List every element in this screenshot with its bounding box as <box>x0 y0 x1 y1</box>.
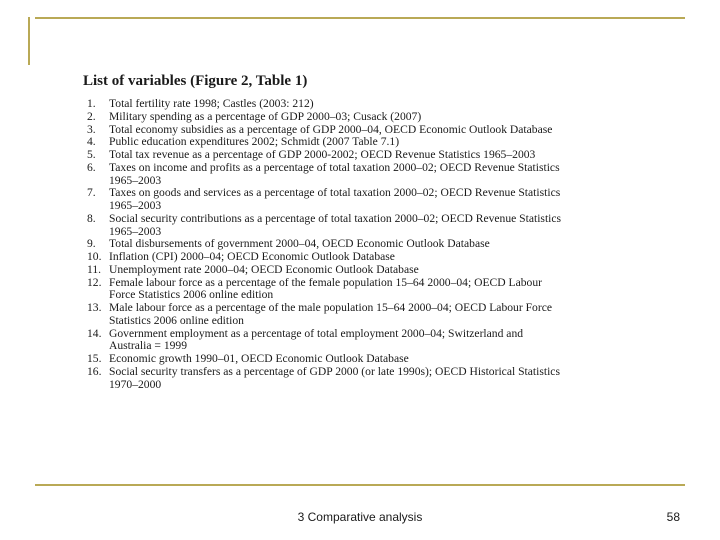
list-item-text: Total economy subsidies as a percentage of GDP 2000–04, OECD Economic Outlook Database <box>109 122 553 136</box>
list-item-number: 10. <box>87 250 102 263</box>
footer-caption: 3 Comparative analysis <box>297 510 423 524</box>
bottom-rule <box>35 484 685 486</box>
document-title: List of variables (Figure 2, Table 1) <box>83 73 308 89</box>
list-item-text: Total fertility rate 1998; Castles (2003: 212) <box>109 97 314 110</box>
list-item-text: Economic growth 1990–01, OECD Economic Outlook Database <box>109 352 409 365</box>
list-item <box>83 328 563 354</box>
list-item <box>83 162 563 188</box>
list-item-text: Female labour force as a percentage of the female population 15–64 2000–04; OECD Labour Force Statistics 2006 online edition <box>109 275 543 302</box>
list-item-text: Public education expenditures 2002; Schmidt (2007 Table 7.1) <box>109 135 400 149</box>
list-item <box>83 213 563 239</box>
top-rule <box>35 17 685 19</box>
list-item-text: Social security transfers as a percentage of GDP 2000 (or late 1990s); OECD Historical Statistics 1970–2000 <box>109 364 560 391</box>
variable-list <box>83 98 563 391</box>
page-number: 58 <box>666 510 680 524</box>
list-item-text: Unemployment rate 2000–04; OECD Economic Outlook Database <box>109 262 419 276</box>
list-item-number: 2. <box>87 109 96 123</box>
left-accent-bar <box>28 17 30 65</box>
list-item-number: 12. <box>87 275 102 289</box>
list-item-number: 14. <box>87 326 102 340</box>
list-item-text: Taxes on income and profits as a percentage of total taxation 2000–02; OECD Revenue Statistics 1965–2003 <box>109 160 560 187</box>
list-item-text: Taxes on goods and services as a percentage of total taxation 2000–02; OECD Revenue Statistics 1965–2003 <box>109 186 561 212</box>
list-item-number: 5. <box>87 148 96 161</box>
list-item-number: 3. <box>87 122 96 136</box>
list-item <box>83 187 563 213</box>
list-item-text: Military spending as a percentage of GDP 2000–03; Cusack (2007) <box>109 109 422 123</box>
list-item-text: Government employment as a percentage of total employment 2000–04; Switzerland and Australia = 1999 <box>109 326 524 353</box>
list-item <box>83 366 563 392</box>
list-item-text: Male labour force as a percentage of the male population 15–64 2000–04; OECD Labour Force Statistics 2006 online edition <box>109 301 552 327</box>
list-item-number: 11. <box>87 262 102 276</box>
list-item-number: 8. <box>87 211 96 225</box>
list-item-text: Total tax revenue as a percentage of GDP 2000-2002; OECD Revenue Statistics 1965–2003 <box>109 148 536 161</box>
list-item-text: Inflation (CPI) 2000–04; OECD Economic Outlook Database <box>109 250 395 263</box>
list-item <box>83 277 563 303</box>
variable-list-document <box>83 72 563 391</box>
list-item-number: 15. <box>87 352 102 365</box>
list-item-number: 9. <box>87 237 96 251</box>
list-item-number: 13. <box>87 301 102 314</box>
list-item-text: Total disbursements of government 2000–04, OECD Economic Outlook Database <box>109 237 490 251</box>
list-item-number: 7. <box>87 186 96 200</box>
list-item-text: Social security contributions as a percentage of total taxation 2000–02; OECD Revenue Statistics 1965–2003 <box>109 211 562 238</box>
list-item-number: 6. <box>87 160 96 174</box>
list-item-number: 1. <box>87 97 96 110</box>
list-item <box>83 302 563 328</box>
list-item-number: 4. <box>87 135 96 149</box>
list-item-number: 16. <box>87 364 102 378</box>
